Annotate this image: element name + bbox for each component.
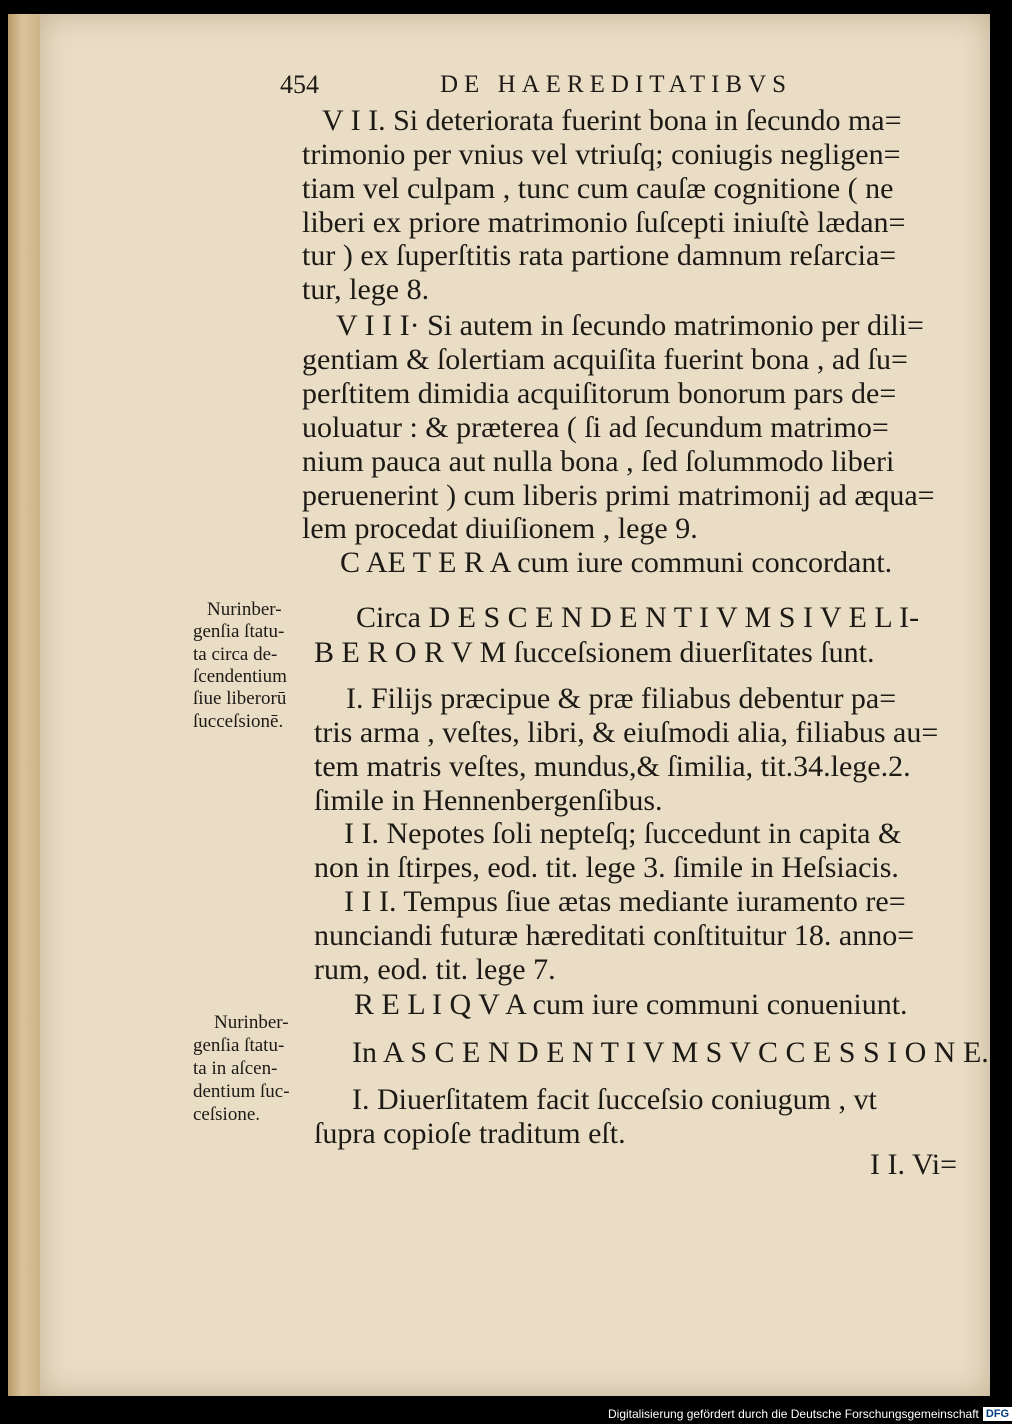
text-line: tur, lege 8. (302, 273, 430, 306)
margin-note-line: Nurinber- (207, 599, 282, 620)
footer-text: Digitalisierung gefördert durch die Deutsche Forschungsgemeinschaft (608, 1407, 979, 1421)
text-line: tur ) ex ſuperſtitis rata partione damnum reſarcia= (302, 239, 897, 272)
section-heading: Circa D E S C E N D E N T I V M S I V E L I- (356, 601, 920, 634)
text-line: R E L I Q V A cum iure communi conueniunt. (354, 988, 908, 1021)
margin-note-line: genſia ſtatu- (193, 621, 285, 642)
text-line: lem procedat diuiſionem , lege 9. (302, 512, 698, 545)
margin-note-line: ceſsione. (193, 1104, 261, 1125)
text-line: peruenerint ) cum liberis primi matrimonij ad æqua= (302, 479, 935, 512)
text-line: gentiam & ſolertiam acquiſita fuerint bona , ad ſu= (302, 343, 908, 376)
text-line: V I I I· Si autem in ſecundo matrimonio per dili= (336, 309, 924, 342)
margin-note-line: ta in aſcen- (193, 1058, 278, 1079)
text-line: I. Filijs præcipue & præ filiabus debentur pa= (346, 682, 897, 715)
text-line: rum, eod. tit. lege 7. (314, 953, 556, 986)
margin-note-line: dentium ſuc- (193, 1081, 290, 1102)
text-line: uoluatur : & præterea ( ſi ad ſecundum matrimo= (302, 411, 889, 444)
margin-note-line: ta circa de- (193, 644, 278, 665)
text-line: C AE T E R A cum iure communi concordant. (340, 546, 893, 579)
text-line: trimonio per vnius vel vtriuſq; coniugis negligen= (302, 138, 901, 171)
margin-note-line: ſcendentium (193, 666, 287, 687)
catchword: I I. Vi= (870, 1148, 958, 1181)
dfg-logo: DFG (983, 1407, 1012, 1421)
section-heading: In A S C E N D E N T I V M S V C C E S S I O N E. (352, 1036, 989, 1069)
text-line: perſtitem dimidia acquiſitorum bonorum pars de= (302, 377, 897, 410)
text-line: ſupra copioſe traditum eſt. (314, 1117, 626, 1150)
page-number: 454 (280, 70, 319, 99)
text-line: non in ſtirpes, eod. tit. lege 3. ſimile in Heſsiacis. (314, 851, 899, 884)
book-spine (8, 14, 40, 1396)
section-heading: B E R O R V M ſucceſsionem diuerſitates ſunt. (314, 636, 875, 669)
text-line: I. Diuerſitatem facit ſucceſsio coniugum , vt (352, 1083, 877, 1116)
text-line: nium pauca aut nulla bona , ſed ſolummodo liberi (302, 445, 895, 478)
text-line: tem matris veſtes, mundus,& ſimilia, tit.34.lege.2. (314, 750, 911, 783)
text-line: I I I. Tempus ſiue ætas mediante iuramento re= (344, 885, 906, 918)
text-line: ſimile in Hennenbergenſibus. (314, 784, 663, 817)
text-line: liberi ex priore matrimonio ſuſcepti iniuſtè lædan= (302, 206, 906, 239)
margin-note-line: ſucceſsionē. (193, 711, 284, 732)
text-line: tiam vel culpam , tunc cum cauſæ cognitione ( ne (302, 172, 894, 205)
margin-note-line: ſiue liberorū (193, 688, 287, 709)
text-line: V I I. Si deteriorata fuerint bona in ſecundo ma= (322, 104, 902, 137)
text-line: I I. Nepotes ſoli nepteſq; ſuccedunt in capita & (344, 817, 902, 850)
footer (608, 1406, 1012, 1422)
margin-note-line: genſia ſtatu- (193, 1035, 285, 1056)
text-line: tris arma , veſtes, libri, & eiuſmodi alia, filiabus au= (314, 716, 939, 749)
text-line: nunciandi futuræ hæreditati conſtituitur 18. anno= (314, 919, 915, 952)
running-title: DE HAEREDITATIBVS (440, 71, 793, 98)
margin-note-line: Nurinber- (214, 1012, 289, 1033)
